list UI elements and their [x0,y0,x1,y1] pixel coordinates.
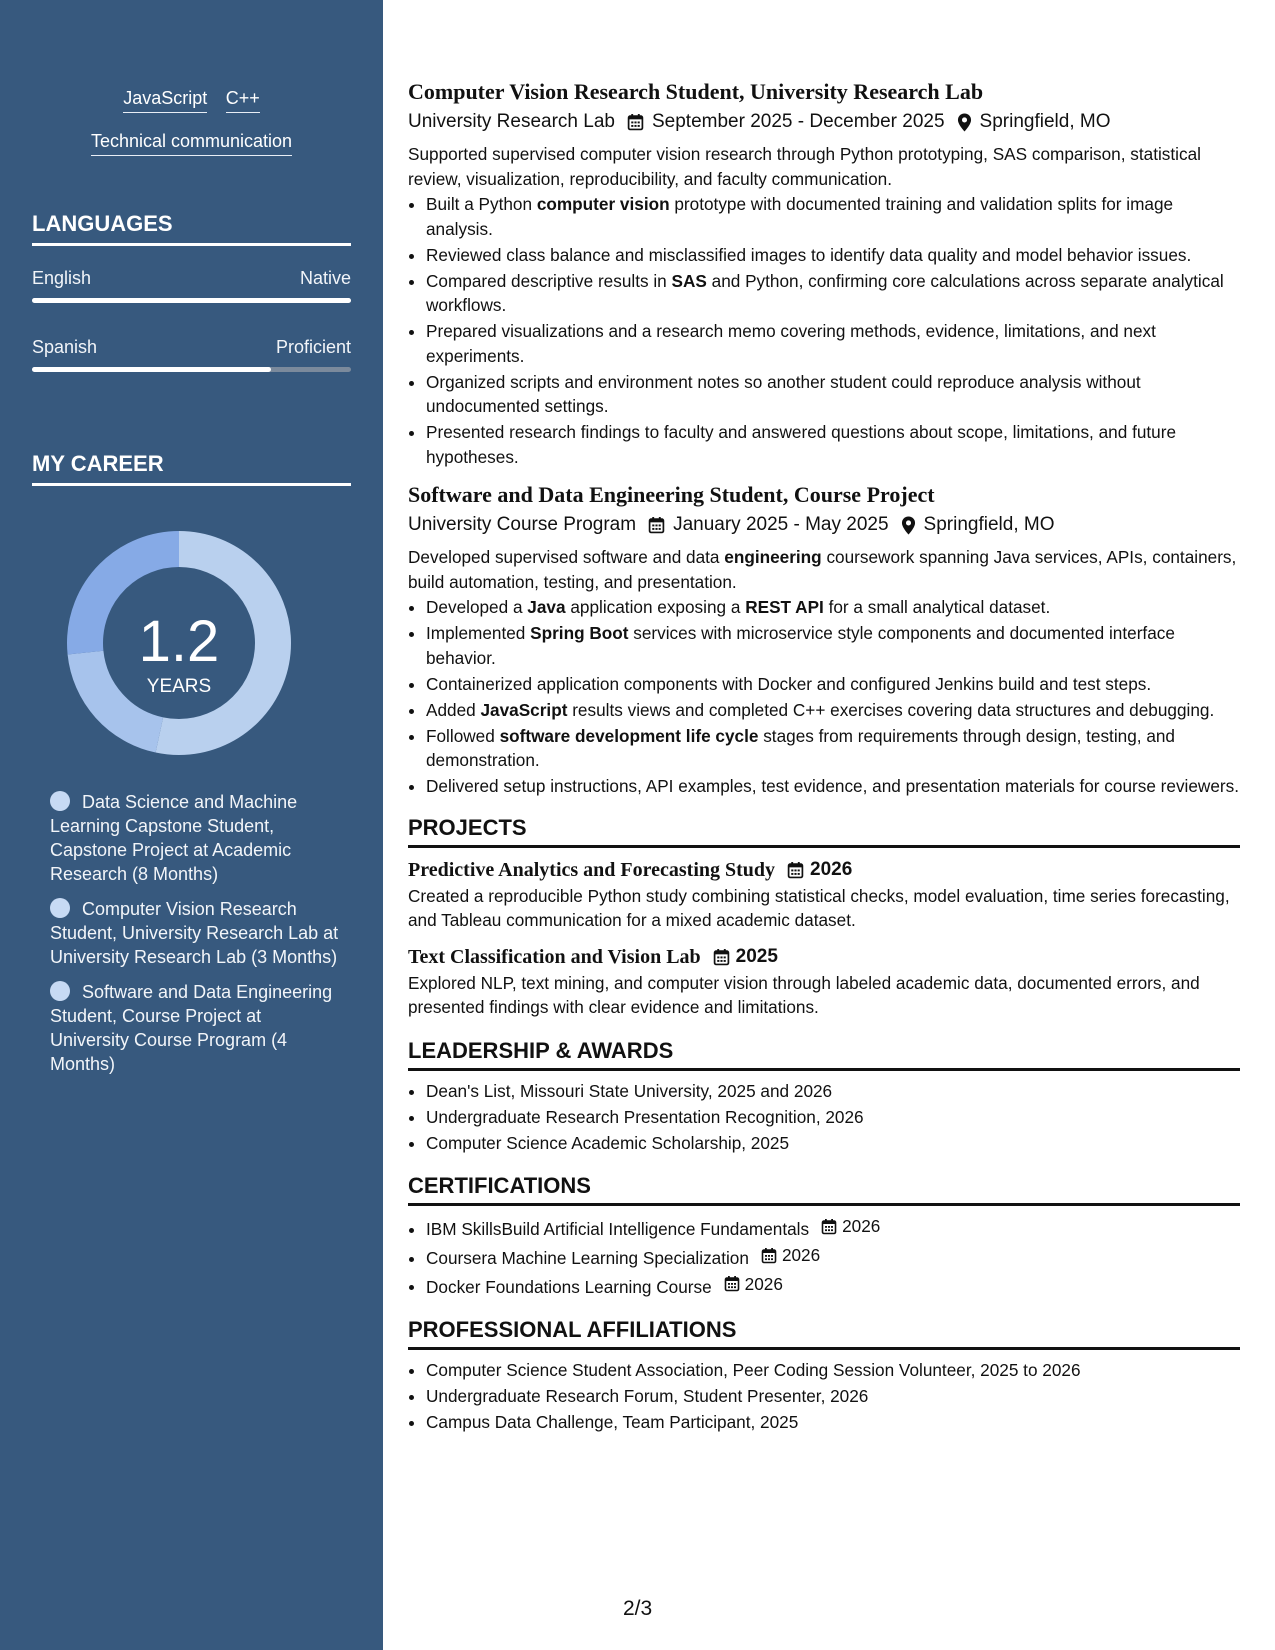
calendar-icon [648,516,665,534]
location-pin-icon [901,516,916,535]
skills-tags [0,88,383,174]
leadership-list [408,1079,1240,1156]
calendar-icon [627,113,644,131]
calendar-icon [787,861,804,879]
job-bullet: • Prepared visualizations and a research memo covering methods, evidence, limitations, and next experiments. [426,319,1240,368]
job-bullet: • Built a Python computer vision prototype with documented training and validation splits for image analysis. [426,192,1240,241]
job-bullet: • Reviewed class balance and misclassified images to identify data quality and model behavior issues. [426,243,1240,268]
certifications-list [408,1214,1240,1299]
location-pin-icon [957,113,972,132]
job-dates: September 2025 - December 2025 [651,111,945,132]
career-item-text: Software and Data Engineering Student, Course Project at University Course Program (4 Months) [50,982,333,1074]
sidebar [0,0,383,1650]
job-bullet: • Containerized application components with Docker and configured Jenkins build and test steps. [426,672,1240,697]
affiliation-item: • Undergraduate Research Forum, Student Presenter, 2026 [426,1384,1240,1409]
job-bullets [408,192,1240,469]
certifications-heading: CERTIFICATIONS [408,1173,1240,1206]
job-summary: Developed supervised software and data engineering coursework spanning Java services, APIs, containers, build automation, testing, and presentation. [408,547,1237,592]
certification-item: • Coursera Machine Learning Specialization 2026 [426,1243,1240,1270]
dot-icon [50,898,70,918]
job-bullets [408,595,1240,799]
career-heading: MY CAREER [32,451,351,486]
job-summary: Supported supervised computer vision research through Python prototyping, SAS comparison, statistical review, visualization, reproducibility, and faculty communication. [408,144,1201,189]
project-description: Created a reproducible Python study combining statistical checks, model evaluation, time series forecasting, and Tableau communication for a mixed academic dataset. [408,885,1230,930]
calendar-icon [724,1275,740,1292]
language-proficiency-fill [32,298,351,303]
leadership-heading: LEADERSHIP & AWARDS [408,1038,1240,1071]
job-bullet: • Implemented Spring Boot services with microservice style components and documented interface behavior. [426,621,1240,670]
job-org: University Course Program [408,514,637,535]
dot-icon [50,981,70,1001]
job-bullet: • Compared descriptive results in SAS and Python, confirming core calculations across separate analytical workflows. [426,269,1240,318]
project-year: 2026 [810,858,853,880]
language-row [32,337,351,372]
affiliations-heading: PROFESSIONAL AFFILIATIONS [408,1317,1240,1350]
calendar-icon [713,948,730,966]
job-bullet: • Added JavaScript results views and completed C++ exercises covering data structures and debugging. [426,698,1240,723]
career-total-unit: YEARS [146,676,212,697]
dot-icon [50,791,70,811]
projects-heading: PROJECTS [408,815,1240,848]
job-bullet: • Presented research findings to faculty and answered questions about scope, limitations, and future hypotheses. [426,420,1240,469]
career-item-text: Data Science and Machine Learning Capstone Student, Capstone Project at Academic Research (8 Months) [50,792,298,884]
project-year: 2025 [735,945,778,967]
skill-tag: Technical communication [91,131,292,156]
job-org: University Research Lab [408,111,615,132]
calendar-icon [821,1218,837,1235]
experience-entry [408,481,1240,799]
career-item-text: Computer Vision Research Student, University Research Lab at University Research Lab (3 Months) [50,899,339,967]
language-proficiency-bar [32,367,351,372]
project-entry [408,943,1240,1020]
language-proficiency-fill [32,367,271,372]
career-item [50,790,340,886]
job-location: Springfield, MO [923,514,1055,535]
calendar-icon [761,1247,777,1264]
language-name: English [32,268,92,288]
main-content [408,78,1240,1436]
leadership-item: • Dean's List, Missouri State University, 2025 and 2026 [426,1079,1240,1104]
project-title: Text Classification and Vision Lab [408,945,701,968]
certification-item: • Docker Foundations Learning Course 2026 [426,1272,1240,1299]
job-title: Software and Data Engineering Student, Course Project [408,482,935,507]
job-bullet: • Developed a Java application exposing a REST API for a small analytical dataset. [426,595,1240,620]
job-dates: January 2025 - May 2025 [673,514,889,535]
certification-item: • IBM SkillsBuild Artificial Intelligence Fundamentals 2026 [426,1214,1240,1241]
leadership-item: • Undergraduate Research Presentation Recognition, 2026 [426,1105,1240,1130]
experience-entry [408,78,1240,469]
skill-tag: JavaScript [123,88,207,113]
language-name: Spanish [32,337,98,357]
job-meta [408,107,1240,137]
job-meta [408,510,1240,540]
career-donut-chart [66,530,292,756]
affiliation-item: • Computer Science Student Association, Peer Coding Session Volunteer, 2025 to 2026 [426,1358,1240,1383]
page-number: 2/3 [623,1597,653,1620]
career-list [50,790,340,1087]
job-bullet: • Organized scripts and environment notes so another student could reproduce analysis without undocumented settings. [426,370,1240,419]
job-bullet: • Followed software development life cycle stages from requirements through design, testing, and demonstration. [426,724,1240,773]
project-title: Predictive Analytics and Forecasting Study [408,858,776,881]
leadership-item: • Computer Science Academic Scholarship, 2025 [426,1131,1240,1156]
affiliation-item: • Campus Data Challenge, Team Participant, 2025 [426,1410,1240,1435]
job-location: Springfield, MO [979,111,1111,132]
job-title: Computer Vision Research Student, University Research Lab [408,79,984,104]
career-total-value: 1.2 [138,609,220,674]
skill-tag: C++ [226,88,260,113]
career-item [50,897,340,969]
languages-heading: LANGUAGES [32,211,351,246]
language-proficiency-bar [32,298,351,303]
affiliations-list [408,1358,1240,1435]
job-bullet: • Delivered setup instructions, API examples, test evidence, and presentation materials for course reviewers. [426,774,1240,799]
career-item [50,980,340,1076]
language-level: Proficient [275,337,351,357]
project-description: Explored NLP, text mining, and computer vision through labeled academic data, documented errors, and presented findings with clear evidence and limitations. [408,972,1200,1017]
language-row [32,268,351,303]
language-level: Native [299,268,351,288]
project-entry [408,856,1240,933]
